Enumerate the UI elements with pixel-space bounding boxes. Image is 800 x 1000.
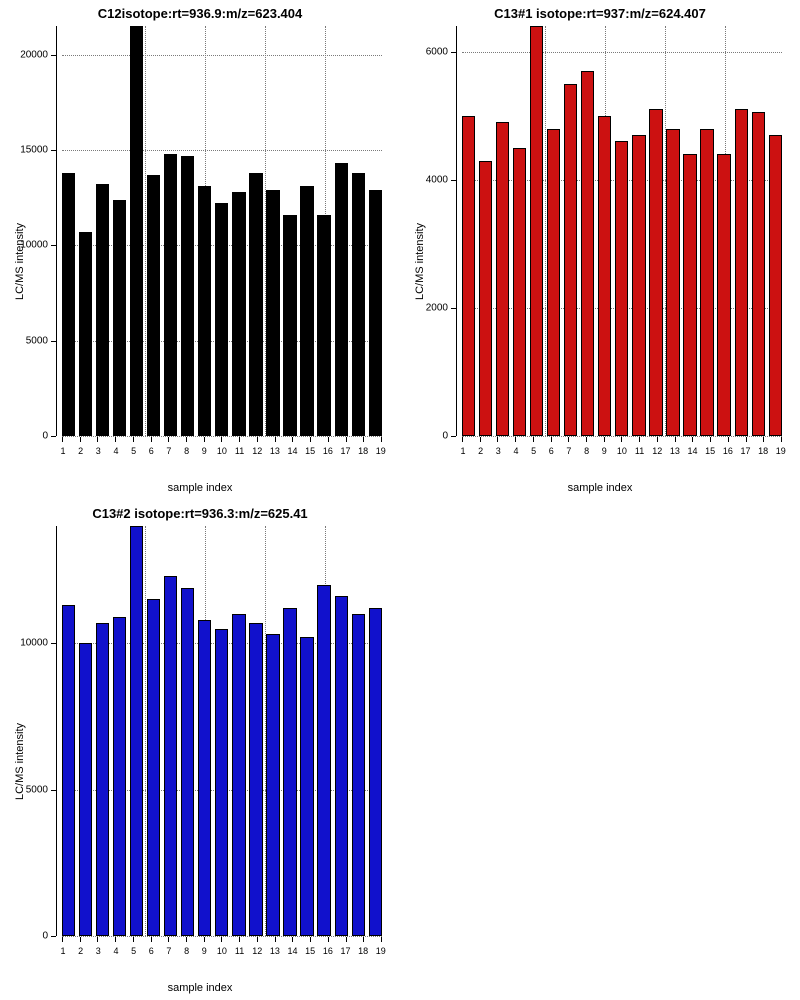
chart-panel-c13-1 — [400, 0, 800, 500]
x-tick-label: 17 — [340, 446, 351, 456]
bar — [232, 192, 245, 436]
y-tick — [51, 341, 56, 342]
x-tick-label: 10 — [616, 446, 627, 456]
x-tick — [239, 437, 240, 442]
x-tick-label: 9 — [201, 446, 207, 456]
bar — [113, 617, 126, 936]
bar — [96, 623, 109, 936]
x-tick — [551, 437, 552, 442]
x-tick-label: 15 — [705, 446, 716, 456]
bar — [666, 129, 679, 437]
y-tick-label: 5000 — [25, 784, 48, 796]
y-tick-label: 10000 — [20, 637, 48, 649]
x-tick — [168, 937, 169, 942]
y-axis-line-c13-2 — [56, 526, 57, 936]
bar — [317, 215, 330, 436]
x-tick — [462, 437, 463, 442]
x-tick-label: 1 — [60, 946, 66, 956]
x-tick-label: 19 — [375, 946, 386, 956]
bar — [113, 200, 126, 436]
x-tick-label: 19 — [775, 446, 786, 456]
x-tick-label: 10 — [216, 946, 227, 956]
y-tick-label: 20000 — [20, 49, 48, 61]
bar — [62, 605, 75, 936]
x-tick-label: 12 — [252, 446, 263, 456]
x-tick-label: 18 — [358, 446, 369, 456]
x-tick — [97, 937, 98, 942]
x-tick — [80, 437, 81, 442]
x-tick-label: 17 — [340, 946, 351, 956]
x-tick — [257, 437, 258, 442]
y-axis-title-c12: LC/MS intensity — [14, 222, 26, 300]
x-tick — [275, 437, 276, 442]
x-tick-label: 8 — [184, 946, 190, 956]
x-tick-label: 4 — [113, 946, 119, 956]
x-tick-label: 13 — [669, 446, 680, 456]
x-tick — [533, 437, 534, 442]
x-tick-label: 5 — [531, 446, 537, 456]
bar — [317, 585, 330, 936]
bar — [564, 84, 577, 436]
bar — [79, 232, 92, 436]
y-tick — [51, 150, 56, 151]
x-tick — [133, 937, 134, 942]
bar — [266, 190, 279, 436]
x-tick-label: 1 — [60, 446, 66, 456]
y-axis-line-c12 — [56, 26, 57, 436]
bar — [96, 184, 109, 436]
y-tick — [51, 790, 56, 791]
x-tick-label: 15 — [305, 446, 316, 456]
x-tick-label: 19 — [375, 446, 386, 456]
bar — [147, 599, 160, 936]
x-tick — [692, 437, 693, 442]
x-tick-label: 11 — [234, 446, 245, 456]
x-tick-label: 9 — [201, 946, 207, 956]
x-tick-label: 2 — [78, 946, 84, 956]
x-tick — [746, 437, 747, 442]
x-tick — [515, 437, 516, 442]
y-axis-line-c13-1 — [456, 26, 457, 436]
plot-area-c13-1 — [462, 26, 782, 436]
x-tick-label: 13 — [269, 946, 280, 956]
x-tick — [568, 437, 569, 442]
x-tick-label: 7 — [166, 446, 172, 456]
bar — [283, 215, 296, 436]
x-tick-label: 16 — [322, 446, 333, 456]
bar — [147, 175, 160, 436]
y-tick-label: 6000 — [425, 46, 448, 58]
bar — [232, 614, 245, 936]
bar — [215, 203, 228, 436]
bar-series-c13-2 — [62, 526, 382, 936]
plot-area-c12 — [62, 26, 382, 436]
x-tick — [151, 937, 152, 942]
x-tick-marks-c13-2 — [62, 937, 382, 942]
x-tick — [204, 937, 205, 942]
bar — [164, 154, 177, 436]
x-tick — [80, 937, 81, 942]
bar — [249, 173, 262, 436]
bar — [181, 156, 194, 436]
x-tick — [639, 437, 640, 442]
x-tick — [728, 437, 729, 442]
bar-series-c13-1 — [462, 26, 782, 436]
bar — [215, 629, 228, 937]
bar — [513, 148, 526, 436]
chart-title-c13-1: C13#1 isotope:rt=937:m/z=624.407 — [494, 6, 706, 21]
x-tick-label: 11 — [634, 446, 645, 456]
bar — [369, 608, 382, 936]
x-tick-label: 7 — [566, 446, 572, 456]
x-tick-label: 14 — [287, 946, 298, 956]
bar — [266, 634, 279, 936]
x-tick — [186, 437, 187, 442]
x-tick-label: 9 — [601, 446, 607, 456]
x-tick-labels-c13-1 — [456, 446, 788, 456]
x-tick-label: 14 — [687, 446, 698, 456]
chart-panel-c13-2 — [0, 500, 400, 1000]
y-tick-label: 0 — [42, 430, 48, 442]
x-tick — [657, 437, 658, 442]
x-tick — [62, 437, 63, 442]
x-tick — [346, 437, 347, 442]
x-tick — [310, 437, 311, 442]
y-tick — [451, 52, 456, 53]
chart-title-c12: C12isotope:rt=936.9:m/z=623.404 — [97, 6, 303, 21]
x-tick-label: 6 — [148, 946, 154, 956]
x-tick — [204, 437, 205, 442]
y-tick — [451, 180, 456, 181]
bar — [352, 173, 365, 436]
x-tick-label: 12 — [652, 446, 663, 456]
x-tick — [363, 437, 364, 442]
bar — [700, 129, 713, 437]
x-tick — [328, 937, 329, 942]
bar — [717, 154, 730, 436]
x-tick-labels-c12 — [56, 446, 388, 456]
x-tick — [604, 437, 605, 442]
x-tick-label: 6 — [548, 446, 554, 456]
x-tick — [763, 437, 764, 442]
x-tick — [133, 437, 134, 442]
x-tick-label: 15 — [305, 946, 316, 956]
x-tick-marks-c12 — [62, 437, 382, 442]
x-axis-title-c13-2: sample index — [167, 982, 233, 994]
x-tick-label: 13 — [269, 446, 280, 456]
bar — [632, 135, 645, 436]
x-tick — [310, 937, 311, 942]
x-tick-label: 8 — [584, 446, 590, 456]
bar — [615, 141, 628, 436]
bar — [581, 71, 594, 436]
bar — [769, 135, 782, 436]
x-tick-label: 12 — [252, 946, 263, 956]
bar — [300, 637, 313, 936]
x-tick — [221, 437, 222, 442]
bar — [198, 620, 211, 936]
x-tick — [346, 937, 347, 942]
bar — [300, 186, 313, 436]
bar — [369, 190, 382, 436]
bar — [62, 173, 75, 436]
bar — [479, 161, 492, 436]
bar — [752, 112, 765, 436]
x-tick-label: 11 — [234, 946, 245, 956]
x-axis-title-c12: sample index — [167, 482, 233, 494]
x-tick — [292, 937, 293, 942]
bar — [198, 186, 211, 436]
bar — [181, 588, 194, 937]
x-tick — [292, 437, 293, 442]
x-tick-label: 6 — [148, 446, 154, 456]
y-tick-label: 4000 — [425, 174, 448, 186]
chart-title-c13-2: C13#2 isotope:rt=936.3:m/z=625.41 — [92, 506, 308, 521]
x-tick — [221, 937, 222, 942]
x-tick-label: 8 — [184, 446, 190, 456]
bar — [735, 109, 748, 436]
x-tick-label: 1 — [460, 446, 466, 456]
x-tick-label: 5 — [131, 946, 137, 956]
x-tick — [97, 437, 98, 442]
x-tick — [621, 437, 622, 442]
x-tick-label: 3 — [495, 446, 501, 456]
x-tick — [115, 937, 116, 942]
x-tick — [328, 437, 329, 442]
x-axis-title-c13-1: sample index — [567, 482, 633, 494]
bar — [649, 109, 662, 436]
x-tick-label: 10 — [216, 446, 227, 456]
bar — [79, 643, 92, 936]
x-tick-label: 16 — [322, 946, 333, 956]
y-tick — [51, 436, 56, 437]
x-tick — [115, 437, 116, 442]
bar — [352, 614, 365, 936]
x-tick — [781, 437, 782, 442]
bar — [283, 608, 296, 936]
y-tick — [51, 55, 56, 56]
x-tick — [168, 437, 169, 442]
x-tick — [257, 937, 258, 942]
x-tick — [675, 437, 676, 442]
x-tick — [480, 437, 481, 442]
x-tick-label: 2 — [478, 446, 484, 456]
x-tick-label: 2 — [78, 446, 84, 456]
x-tick-labels-c13-2 — [56, 946, 388, 956]
y-tick — [451, 308, 456, 309]
bar-series-c12 — [62, 26, 382, 436]
bar — [335, 596, 348, 936]
x-tick — [151, 437, 152, 442]
x-tick-label: 7 — [166, 946, 172, 956]
x-tick — [62, 937, 63, 942]
y-tick-label: 0 — [442, 430, 448, 442]
chart-panel-c12 — [0, 0, 400, 500]
x-tick-label: 4 — [113, 446, 119, 456]
y-axis-title-c13-2: LC/MS intensity — [14, 722, 26, 800]
plot-area-c13-2 — [62, 526, 382, 936]
x-tick — [710, 437, 711, 442]
bar — [496, 122, 509, 436]
x-tick — [381, 937, 382, 942]
x-tick-label: 5 — [131, 446, 137, 456]
x-tick-marks-c13-1 — [462, 437, 782, 442]
x-tick-label: 18 — [358, 946, 369, 956]
bar — [130, 26, 143, 436]
x-tick-label: 4 — [513, 446, 519, 456]
y-tick-label: 15000 — [20, 144, 48, 156]
y-axis-title-c13-1: LC/MS intensity — [414, 222, 426, 300]
bar — [249, 623, 262, 936]
y-tick — [51, 245, 56, 246]
bar — [462, 116, 475, 436]
x-tick — [497, 437, 498, 442]
x-tick — [275, 937, 276, 942]
y-tick-label: 2000 — [425, 302, 448, 314]
x-tick — [239, 937, 240, 942]
x-tick-label: 14 — [287, 446, 298, 456]
bar — [547, 129, 560, 437]
x-tick — [186, 937, 187, 942]
y-tick-label: 0 — [42, 930, 48, 942]
bar — [598, 116, 611, 436]
bar — [130, 526, 143, 936]
y-tick-label: 10000 — [20, 239, 48, 251]
x-tick-label: 18 — [758, 446, 769, 456]
y-tick-label: 5000 — [25, 335, 48, 347]
y-tick — [51, 643, 56, 644]
x-tick — [586, 437, 587, 442]
bar — [335, 163, 348, 436]
y-tick — [51, 936, 56, 937]
bar — [164, 576, 177, 936]
x-tick — [363, 937, 364, 942]
x-tick-label: 3 — [95, 946, 101, 956]
bar — [530, 26, 543, 436]
bar — [683, 154, 696, 436]
x-tick-label: 3 — [95, 446, 101, 456]
x-tick-label: 17 — [740, 446, 751, 456]
x-tick-label: 16 — [722, 446, 733, 456]
x-tick — [381, 437, 382, 442]
y-tick — [451, 436, 456, 437]
